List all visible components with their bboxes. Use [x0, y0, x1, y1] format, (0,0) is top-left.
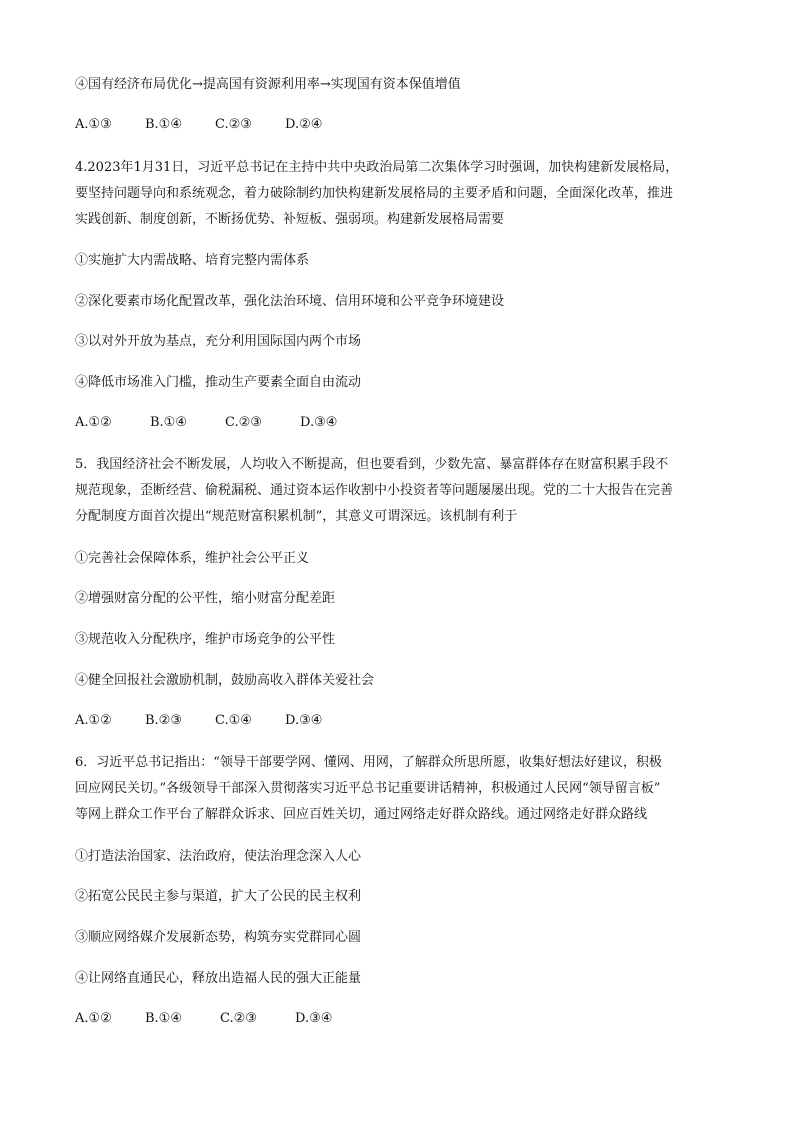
- q5-option-1: ①完善社会保障体系，维护社会公平正义: [75, 551, 310, 566]
- q6-stem-line-1: 6．习近平总书记指出：“领导干部要学网、懂网、用网，了解群众所思所愿，收集好想法好建议，积极: [75, 755, 662, 770]
- q5-choices: [75, 708, 725, 734]
- q4-option-2: ②深化要素市场化配置改革，强化法治环境、信用环境和公平竞争环境建设: [75, 294, 505, 309]
- q3-option-4: ④国有经济布局优化→提高国有资源利用率→实现国有资本保值增值: [75, 77, 461, 92]
- q6-option-3: ③顺应网络媒介发展新态势，构筑夯实党群同心圆: [75, 930, 362, 945]
- q6-choice-a: A.①②: [75, 1011, 112, 1026]
- q4-stem-line-1: 4.2023年1月31日，习近平总书记在主持中共中央政治局第二次集体学习时强调，加快构建新发展格局，: [75, 160, 679, 175]
- q4-option-3: ③以对外开放为基点，充分利用国际国内两个市场: [75, 334, 362, 349]
- q6-stem-line-2: 回应网民关切。”各级领导干部深入贯彻落实习近平总书记重要讲话精神，积极通过人民网“领导留言板”: [75, 781, 661, 796]
- q6-option-4: ④让网络直通民心，释放出造福人民的强大正能量: [75, 971, 362, 986]
- q3-choice-c: C.②③: [215, 117, 252, 132]
- q5-option-2: ②增强财富分配的公平性，缩小财富分配差距: [75, 591, 336, 606]
- q4-choice-c: C.②③: [225, 415, 262, 430]
- q5-choice-c: C.①④: [215, 713, 252, 728]
- q6-stem-line-3: 等网上群众工作平台了解群众诉求、回应百姓关切，通过网络走好群众路线。通过网络走好群众路线: [75, 807, 648, 822]
- q4-choice-b: B.①④: [150, 415, 187, 430]
- q3-choice-d: D.②④: [285, 117, 323, 132]
- q6-choice-d: D.③④: [295, 1011, 333, 1026]
- q4-choices: [75, 410, 725, 436]
- q4-option-1: ①实施扩大内需战略、培育完整内需体系: [75, 253, 310, 268]
- q5-stem-line-3: 分配制度方面首次提出“规范财富积累机制”，其意义可谓深远。该机制有利于: [75, 509, 518, 524]
- q5-option-4: ④健全回报社会激励机制，鼓励高收入群体关爱社会: [75, 673, 375, 688]
- q5-choice-b: B.②③: [145, 713, 182, 728]
- q4-stem-line-2: 要坚持问题导向和系统观念，着力破除制约加快构建新发展格局的主要矛盾和问题，全面深化改革，推进: [75, 186, 674, 201]
- q5-choice-a: A.①②: [75, 713, 112, 728]
- q6-option-1: ①打造法治国家、法治政府，使法治理念深入人心: [75, 849, 362, 864]
- q6-choices: [75, 1006, 725, 1032]
- q4-choice-a: A.①②: [75, 415, 112, 430]
- q4-stem-line-3: 实践创新、制度创新，不断扬优势、补短板、强弱项。构建新发展格局需要: [75, 212, 505, 227]
- q6-choice-c: C.②③: [220, 1011, 257, 1026]
- q6-option-2: ②拓宽公民民主参与渠道，扩大了公民的民主权利: [75, 889, 362, 904]
- q3-choice-b: B.①④: [145, 117, 182, 132]
- q3-choices: [75, 112, 725, 138]
- q5-option-3: ③规范收入分配秩序，维护市场竞争的公平性: [75, 632, 336, 647]
- q4-option-4: ④降低市场准入门槛，推动生产要素全面自由流动: [75, 375, 362, 390]
- q4-choice-d: D.③④: [300, 415, 338, 430]
- q3-choice-a: A.①③: [75, 117, 112, 132]
- q5-stem-line-1: 5．我国经济社会不断发展，人均收入不断提高，但也要看到，少数先富、暴富群体存在财富积累手段不: [75, 457, 669, 472]
- q5-choice-d: D.③④: [285, 713, 323, 728]
- q6-choice-b: B.①④: [145, 1011, 182, 1026]
- q5-stem-line-2: 规范现象，歪断经营、偷税漏税、通过资本运作收割中小投资者等问题屡屡出现。党的二十大报告在完善: [75, 483, 674, 498]
